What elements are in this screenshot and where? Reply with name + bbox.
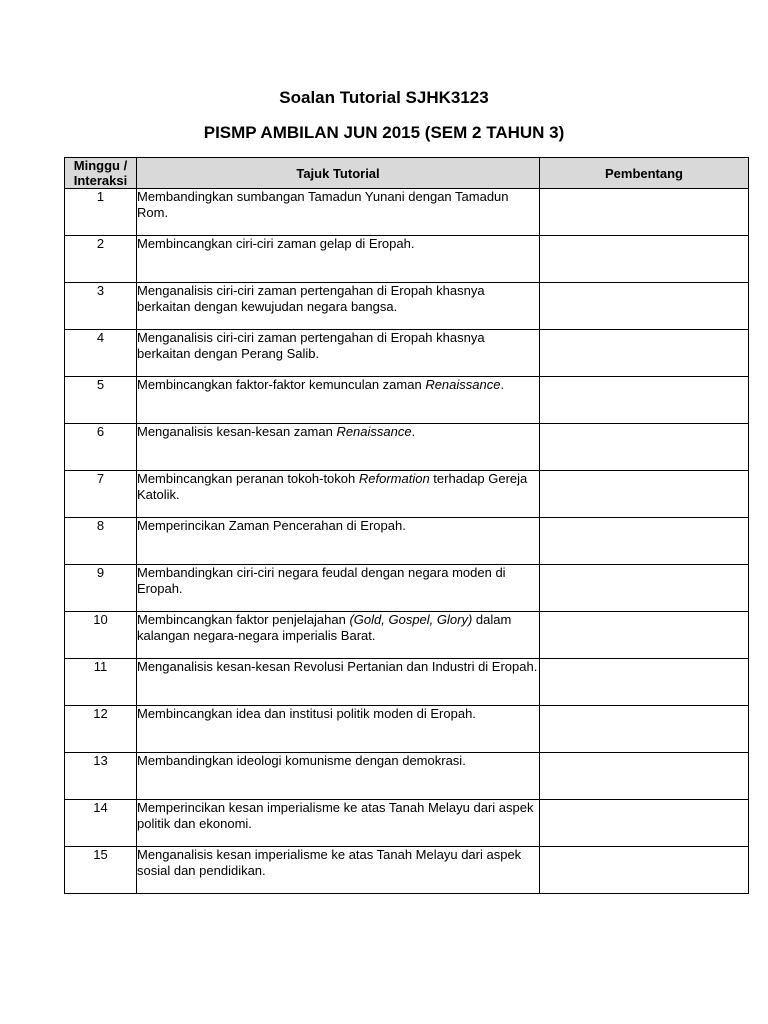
table-row: [65, 189, 749, 236]
topic-text-segment: Memperincikan Zaman Pencerahan di Eropah.: [137, 518, 406, 533]
topic-text-segment: Renaissance: [336, 424, 412, 439]
table-row: [65, 847, 749, 894]
topic-text-segment: Membincangkan faktor penjelajahan: [137, 612, 350, 627]
table-row: [65, 471, 749, 518]
presenter-cell: [540, 518, 749, 565]
tutorial-topic-cell: [137, 330, 540, 377]
topic-text-segment: Menganalisis ciri-ciri zaman pertengahan di Eropah khasnya berkaitan dengan Perang Salib.: [137, 330, 485, 361]
tutorial-topic-cell: [137, 518, 540, 565]
table-header-row: [65, 158, 749, 189]
presenter-cell: [540, 800, 749, 847]
topic-text-segment: Membincangkan peranan tokoh-tokoh: [137, 471, 359, 486]
table-row: [65, 518, 749, 565]
tutorial-topic-cell: [137, 753, 540, 800]
tutorial-topic-cell: [137, 424, 540, 471]
topic-text-segment: Membincangkan faktor-faktor kemunculan zaman: [137, 377, 426, 392]
week-number-cell: 8: [65, 518, 137, 565]
presenter-cell: [540, 424, 749, 471]
table-row: [65, 706, 749, 753]
week-number-cell: 7: [65, 471, 137, 518]
table-row: [65, 612, 749, 659]
topic-text-segment: Memperincikan kesan imperialisme ke atas Tanah Melayu dari aspek politik dan ekonomi.: [137, 800, 534, 831]
table-body: [65, 189, 749, 894]
tutorial-topic-cell: [137, 377, 540, 424]
week-number-cell: 4: [65, 330, 137, 377]
table-row: [65, 283, 749, 330]
tutorial-topic-cell: [137, 706, 540, 753]
topic-text-segment: Menganalisis kesan imperialisme ke atas Tanah Melayu dari aspek sosial dan pendidikan.: [137, 847, 522, 878]
tutorial-table: [64, 157, 749, 894]
topic-text-segment: Membandingkan ciri-ciri negara feudal dengan negara moden di Eropah.: [137, 565, 506, 596]
week-number-cell: 5: [65, 377, 137, 424]
week-number-cell: 14: [65, 800, 137, 847]
table-row: [65, 377, 749, 424]
table-row: [65, 659, 749, 706]
topic-text-segment: .: [411, 424, 416, 439]
topic-text-segment: Membandingkan sumbangan Tamadun Yunani dengan Tamadun Rom.: [137, 189, 509, 220]
topic-text-segment: Membincangkan idea dan institusi politik moden di Eropah.: [137, 706, 476, 721]
tutorial-topic-cell: [137, 659, 540, 706]
week-number-cell: 15: [65, 847, 137, 894]
presenter-cell: [540, 753, 749, 800]
topic-text-segment: Menganalisis ciri-ciri zaman pertengahan di Eropah khasnya berkaitan dengan kewujudan negara bangsa.: [137, 283, 485, 314]
tutorial-topic-cell: [137, 189, 540, 236]
presenter-cell: [540, 283, 749, 330]
week-number-cell: 6: [65, 424, 137, 471]
week-number-cell: 13: [65, 753, 137, 800]
table-row: [65, 330, 749, 377]
column-header-week: Minggu / Interaksi: [65, 158, 137, 189]
tutorial-topic-cell: [137, 236, 540, 283]
presenter-cell: [540, 659, 749, 706]
topic-text-segment: (Gold, Gospel, Glory): [349, 612, 473, 627]
presenter-cell: [540, 471, 749, 518]
column-header-presenter: Pembentang: [540, 158, 749, 189]
presenter-cell: [540, 330, 749, 377]
tutorial-topic-cell: [137, 565, 540, 612]
week-number-cell: 9: [65, 565, 137, 612]
document-title: Soalan Tutorial SJHK3123: [279, 88, 489, 107]
table-row: [65, 565, 749, 612]
tutorial-topic-cell: [137, 800, 540, 847]
tutorial-topic-cell: [137, 612, 540, 659]
topic-text-segment: .: [500, 377, 505, 392]
presenter-cell: [540, 847, 749, 894]
week-number-cell: 2: [65, 236, 137, 283]
topic-text-segment: terhadap Gereja Katolik.: [137, 471, 528, 502]
topic-text-segment: Membincangkan ciri-ciri zaman gelap di Eropah.: [137, 236, 415, 251]
presenter-cell: [540, 706, 749, 753]
table-row: [65, 424, 749, 471]
tutorial-topic-cell: [137, 847, 540, 894]
topic-text-segment: Membandingkan ideologi komunisme dengan demokrasi.: [137, 753, 466, 768]
presenter-cell: [540, 189, 749, 236]
week-number-cell: 10: [65, 612, 137, 659]
table-row: [65, 800, 749, 847]
week-number-cell: 3: [65, 283, 137, 330]
week-number-cell: 12: [65, 706, 137, 753]
week-number-cell: 1: [65, 189, 137, 236]
topic-text-segment: dalam kalangan negara-negara imperialis Barat.: [137, 612, 512, 643]
table-row: [65, 236, 749, 283]
presenter-cell: [540, 236, 749, 283]
topic-text-segment: Menganalisis kesan-kesan Revolusi Pertanian dan Industri di Eropah.: [137, 659, 538, 674]
document-subtitle: PISMP AMBILAN JUN 2015 (SEM 2 TAHUN 3): [203, 123, 565, 142]
topic-text-segment: Menganalisis kesan-kesan zaman: [137, 424, 337, 439]
topic-text-segment: Reformation: [358, 471, 430, 486]
tutorial-topic-cell: [137, 471, 540, 518]
topic-text-segment: Renaissance: [425, 377, 501, 392]
column-header-topic: Tajuk Tutorial: [137, 158, 540, 189]
presenter-cell: [540, 612, 749, 659]
week-number-cell: 11: [65, 659, 137, 706]
presenter-cell: [540, 377, 749, 424]
tutorial-topic-cell: [137, 283, 540, 330]
table-row: [65, 753, 749, 800]
presenter-cell: [540, 565, 749, 612]
